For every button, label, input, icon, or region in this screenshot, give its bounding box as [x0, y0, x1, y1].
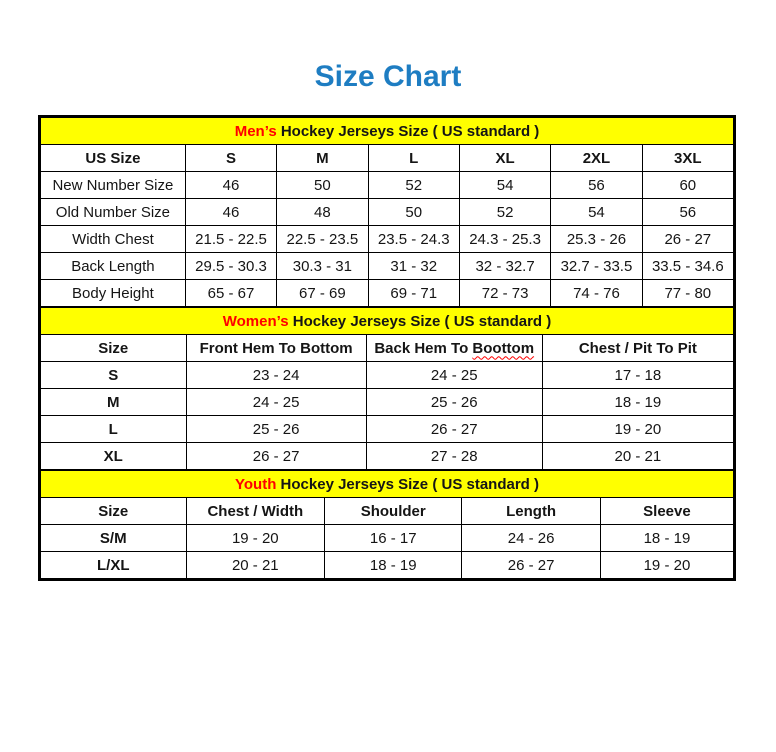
row-label: Old Number Size — [41, 199, 186, 226]
table-row — [41, 362, 734, 389]
mens-col-header-l: L — [368, 145, 459, 172]
table-row — [41, 226, 734, 253]
size-value: 24 - 25 — [366, 362, 542, 389]
size-value: 19 - 20 — [186, 525, 325, 552]
size-value: 22.5 - 23.5 — [277, 226, 368, 253]
mens-col-header-s: S — [185, 145, 276, 172]
size-value: 23.5 - 24.3 — [368, 226, 459, 253]
size-value: 20 - 21 — [186, 552, 325, 579]
youth-band-row — [41, 471, 734, 498]
youth-section-highlight: Youth — [235, 475, 277, 493]
youth-col-header-size: Size — [41, 498, 187, 525]
mens-size-table — [40, 117, 734, 307]
mens-col-header-m: M — [277, 145, 368, 172]
table-row — [41, 280, 734, 307]
mens-col-header-3xl: 3XL — [642, 145, 733, 172]
womens-col-header-size: Size — [41, 335, 187, 362]
back-hem-label-misspelled: Boottom — [472, 339, 535, 357]
size-value: 69 - 71 — [368, 280, 459, 307]
womens-band-row — [41, 308, 734, 335]
size-value: 20 - 21 — [542, 443, 733, 470]
womens-section-highlight: Women’s — [222, 312, 289, 330]
youth-section-title-rest: Hockey Jerseys Size ( US standard ) — [280, 475, 539, 493]
size-value: 18 - 19 — [325, 552, 462, 579]
womens-col-header-chest: Chest / Pit To Pit — [542, 335, 733, 362]
size-value: 26 - 27 — [186, 443, 366, 470]
row-label: Back Length — [41, 253, 186, 280]
size-value: 50 — [368, 199, 459, 226]
youth-col-header-sleeve: Sleeve — [600, 498, 733, 525]
size-value: 18 - 19 — [600, 525, 733, 552]
row-label: Width Chest — [41, 226, 186, 253]
size-value: 72 - 73 — [459, 280, 550, 307]
page-title: Size Chart — [314, 60, 462, 93]
mens-band-row — [41, 118, 734, 145]
size-value: 56 — [642, 199, 733, 226]
size-value: 26 - 27 — [642, 226, 733, 253]
table-row — [41, 389, 734, 416]
mens-section-highlight: Men’s — [234, 122, 277, 140]
size-value: 60 — [642, 172, 733, 199]
size-value: 33.5 - 34.6 — [642, 253, 733, 280]
youth-col-header-length: Length — [462, 498, 601, 525]
size-value: 24 - 26 — [462, 525, 601, 552]
table-row — [41, 525, 734, 552]
size-chart-tables — [38, 115, 736, 581]
size-value: 19 - 20 — [542, 416, 733, 443]
womens-size-table — [40, 307, 734, 470]
size-value: 30.3 - 31 — [277, 253, 368, 280]
size-value: 74 - 76 — [551, 280, 642, 307]
row-label: S/M — [41, 525, 187, 552]
womens-col-header-front-hem: Front Hem To Bottom — [186, 335, 366, 362]
size-value: 17 - 18 — [542, 362, 733, 389]
size-value: 27 - 28 — [366, 443, 542, 470]
size-value: 24.3 - 25.3 — [459, 226, 550, 253]
size-value: 16 - 17 — [325, 525, 462, 552]
size-value: 77 - 80 — [642, 280, 733, 307]
size-value: 52 — [368, 172, 459, 199]
mens-section-header — [41, 118, 734, 145]
size-value: 46 — [185, 172, 276, 199]
size-value: 54 — [551, 199, 642, 226]
table-row — [41, 552, 734, 579]
size-value: 50 — [277, 172, 368, 199]
row-label: New Number Size — [41, 172, 186, 199]
size-value: 26 - 27 — [366, 416, 542, 443]
womens-col-header-back-hem — [366, 335, 542, 362]
youth-col-header-shoulder: Shoulder — [325, 498, 462, 525]
mens-col-header-2xl: 2XL — [551, 145, 642, 172]
row-label: XL — [41, 443, 187, 470]
size-value: 65 - 67 — [185, 280, 276, 307]
size-value: 56 — [551, 172, 642, 199]
size-value: 21.5 - 22.5 — [185, 226, 276, 253]
back-hem-label-prefix: Back Hem To — [374, 339, 469, 357]
youth-section-header — [41, 471, 734, 498]
mens-header-row — [41, 145, 734, 172]
size-value: 24 - 25 — [186, 389, 366, 416]
size-value: 32.7 - 33.5 — [551, 253, 642, 280]
table-row — [41, 416, 734, 443]
size-value: 25 - 26 — [366, 389, 542, 416]
row-label: S — [41, 362, 187, 389]
size-value: 23 - 24 — [186, 362, 366, 389]
size-value: 18 - 19 — [542, 389, 733, 416]
size-value: 19 - 20 — [600, 552, 733, 579]
table-row — [41, 253, 734, 280]
row-label: M — [41, 389, 187, 416]
size-value: 32 - 32.7 — [459, 253, 550, 280]
row-label: L — [41, 416, 187, 443]
size-value: 31 - 32 — [368, 253, 459, 280]
size-value: 26 - 27 — [462, 552, 601, 579]
size-value: 54 — [459, 172, 550, 199]
womens-section-title-rest: Hockey Jerseys Size ( US standard ) — [292, 312, 552, 330]
womens-header-row — [41, 335, 734, 362]
mens-col-header-xl: XL — [459, 145, 550, 172]
size-value: 52 — [459, 199, 550, 226]
table-row — [41, 172, 734, 199]
youth-size-table — [40, 470, 734, 579]
mens-col-header-us-size: US Size — [41, 145, 186, 172]
size-value: 67 - 69 — [277, 280, 368, 307]
mens-section-title-rest: Hockey Jerseys Size ( US standard ) — [280, 122, 540, 140]
size-value: 29.5 - 30.3 — [185, 253, 276, 280]
youth-header-row — [41, 498, 734, 525]
size-value: 46 — [185, 199, 276, 226]
row-label: L/XL — [41, 552, 187, 579]
womens-section-header — [41, 308, 734, 335]
youth-col-header-chest-width: Chest / Width — [186, 498, 325, 525]
table-row — [41, 199, 734, 226]
size-value: 48 — [277, 199, 368, 226]
row-label: Body Height — [41, 280, 186, 307]
size-value: 25 - 26 — [186, 416, 366, 443]
table-row — [41, 443, 734, 470]
size-value: 25.3 - 26 — [551, 226, 642, 253]
